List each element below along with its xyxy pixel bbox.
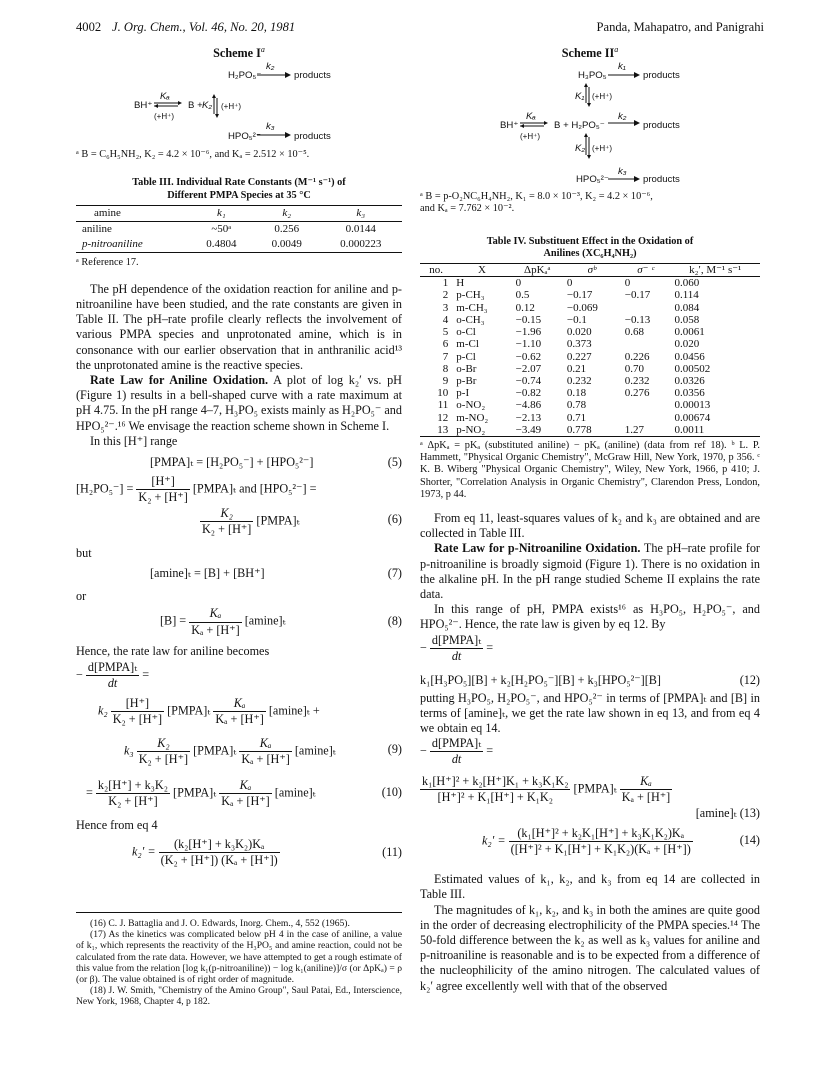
equation-text: k₃ — [124, 743, 134, 758]
table-cell: −0.069 — [566, 301, 598, 314]
fraction-numerator: Kₐ — [239, 736, 291, 752]
table-cell: 0.00013 — [674, 399, 711, 412]
scheme2-k3: k₃ — [618, 166, 627, 178]
table-cell: ~50ᵃ — [211, 223, 232, 236]
scheme1-footnote: ᵃ B = C₆H₅NH₂, K₂ = 4.2 × 10⁻⁶, and Kₐ = 2.512 × 10⁻⁵. — [76, 149, 310, 161]
table-row — [420, 302, 760, 314]
scheme2-products-3: products — [643, 174, 680, 186]
table-row — [420, 277, 760, 290]
text-hence-eq4: Hence from eq 4 — [76, 817, 158, 832]
table3-header-k1: k₁ — [216, 206, 226, 219]
scheme2-K2: K₂ — [575, 143, 586, 155]
fraction-denominator: Kₐ + [H⁺] — [191, 622, 240, 637]
table-cell: 3 — [442, 301, 449, 314]
table-cell: −0.17 — [566, 289, 593, 302]
equation-text: [amine]ₜ — [244, 613, 286, 628]
table-cell — [621, 412, 671, 424]
equation-text: − — [420, 743, 427, 758]
table-cell: −0.1 — [566, 313, 587, 326]
fraction-numerator: [H⁺] — [111, 696, 164, 712]
scheme2-K1: K₁ — [575, 91, 585, 103]
table-cell: 0.0061 — [674, 326, 705, 339]
equation-text: [PMPA]ₜ — [256, 513, 300, 528]
table4-header-row — [420, 264, 760, 277]
table-cell: 0.226 — [624, 350, 650, 363]
table-cell: 0.084 — [674, 301, 700, 314]
fraction-numerator: [H⁺] — [136, 474, 189, 490]
paragraph-rate-law-pnitroaniline — [420, 541, 760, 602]
table-cell: 9 — [442, 374, 449, 387]
equation-7 — [76, 561, 402, 589]
table-cell: 0.227 — [566, 350, 592, 363]
table-cell: aniline — [82, 223, 112, 236]
table-cell: 0.0326 — [674, 374, 705, 387]
page-number: 4002 — [76, 20, 102, 34]
paragraph: putting H₃PO₅, H₂PO₅⁻, and HPO₅²⁻ in terms of [PMPA]ₜ and [B] in terms of [amine]ₜ, we get the rate law shown in eq 13, and from eq 4 we obtain eq 14. — [420, 690, 760, 735]
equation-text: = — [486, 640, 494, 655]
table-row — [420, 375, 760, 387]
table-cell: −3.49 — [515, 423, 542, 436]
table-cell: m-CH₃ — [456, 301, 488, 314]
equation-text: = — [142, 667, 150, 682]
table-cell: 8 — [442, 362, 449, 375]
table-row — [420, 326, 760, 338]
equation-number: (6) — [387, 511, 402, 526]
equation-text: [PMPA]ₜ = [H₂PO₅⁻] + [HPO₅²⁻] — [150, 454, 314, 469]
table-cell: −0.13 — [624, 313, 651, 326]
table-row — [420, 363, 760, 375]
table-cell: p-Cl — [456, 350, 476, 363]
fraction-denominator: K₂ + [H⁺] — [202, 522, 252, 537]
fraction-numerator: Kₐ — [213, 696, 265, 712]
table3-title — [76, 177, 402, 201]
table-cell: −4.86 — [515, 399, 542, 412]
scheme2-k1: k₁ — [618, 61, 626, 73]
table-cell: 0.5 — [515, 289, 530, 302]
fraction-denominator: Kₐ + [H⁺] — [215, 711, 264, 726]
table-cell: 0.68 — [624, 326, 645, 339]
table-cell: m-Cl — [456, 338, 479, 351]
table4-title — [420, 236, 760, 260]
table-cell: −2.13 — [515, 411, 542, 424]
scheme1-hpo5: HPO₅²⁻ — [228, 131, 261, 143]
table-cell: −0.74 — [515, 374, 542, 387]
equation-12 — [420, 633, 760, 691]
equation-text: = — [86, 785, 93, 800]
table-cell: p-Br — [456, 374, 477, 387]
table-cell: −1.96 — [515, 326, 542, 339]
scheme2-b-h2po5: B + H₂PO₅⁻ — [554, 120, 605, 132]
equation-text: k₂′ = — [132, 844, 156, 859]
equation-11 — [76, 837, 402, 879]
table-row — [420, 399, 760, 411]
table-cell: 0.256 — [274, 223, 300, 236]
table-row — [420, 314, 760, 326]
table-cell: 0.12 — [515, 301, 535, 314]
paragraph: From eq 11, least-squares values of k₂ and k₃ are obtained and are collected in Table III. — [420, 510, 760, 541]
equation-number: (8) — [387, 614, 402, 629]
equation-text: [amine]ₜ + — [268, 703, 320, 718]
equation-text: − — [420, 640, 427, 655]
equation-text: [amine]ₜ — [695, 806, 737, 821]
table3-title-line2: Different PMPA Species at 35 °C — [167, 189, 311, 201]
table-cell: 0.232 — [624, 374, 650, 387]
equation-number: (7) — [387, 566, 402, 581]
footnote-17: (17) As the kinetics was complicated below pH 4 in the case of aniline, a value of k₁, which represents the reactivity of the H₃PO₅ and amine reaction, could not be calculated from the rate data. However, we have attempted to get a rough estimate of this value from the relation [log k₁(p-nitroaniline)) − log k₁(aniline)]/σ (or ΔpKₐ) = ρ (or β). The value obtained is of right order of magnitude. — [76, 929, 402, 986]
scheme2-footnote-line2: and Kₐ = 7.762 × 10⁻². — [420, 203, 515, 215]
table-cell: 7 — [442, 350, 449, 363]
text-but: but — [76, 545, 92, 560]
paragraph: In this [H⁺] range — [90, 433, 178, 448]
footnote-16: (16) C. J. Battaglia and J. O. Edwards, Inorg. Chem., 4, 552 (1965). — [90, 918, 350, 929]
table-cell — [621, 302, 671, 314]
table-cell: 0.060 — [674, 277, 700, 290]
scheme2-hplus-3: (+H⁺) — [592, 144, 612, 154]
table-row — [420, 387, 760, 399]
scheme2-diagram — [420, 61, 760, 191]
table-cell: p-I — [456, 387, 470, 400]
equation-text: [PMPA]ₜ — [173, 785, 217, 800]
fraction-numerator: Kₐ — [620, 774, 672, 790]
fraction-denominator: K₂ + [H⁺] — [138, 490, 188, 505]
footnote-18: (18) J. W. Smith, "Chemistry of the Amino Group", Saul Patai, Ed., Interscience, New York, 1968, Chapter 4, p 182. — [76, 985, 402, 1008]
paragraph-body: A plot of log k₂′ vs. pH (Figure 1) results in a bell-shaped curve with a rate maximum at pH 4.75. In the pH range 4–7, H₃PO₅ exists mainly as H₂PO₅⁻ and HPO₅²⁻.¹⁶ We envisage the reaction scheme shown in Scheme I. — [76, 372, 402, 433]
fraction-denominator: Kₐ + [H⁺] — [621, 790, 671, 805]
equation-text: [H₂PO₅⁻] = — [76, 481, 134, 496]
journal-citation: J. Org. Chem., Vol. 46, No. 20, 1981 — [112, 20, 296, 34]
table-cell: p-NO₂ — [456, 423, 486, 436]
table-cell: 0.0144 — [345, 223, 376, 236]
equation-text: [B] = — [160, 613, 187, 628]
fraction-denominator: (K₂ + [H⁺]) (Kₐ + [H⁺]) — [160, 852, 278, 867]
table-cell: 0.276 — [624, 387, 650, 400]
table-cell: 0.4804 — [206, 238, 237, 251]
table-cell: 6 — [442, 338, 449, 351]
fraction-numerator: (k₂[H⁺] + k₃K₂)Kₐ — [159, 837, 280, 853]
fraction-numerator: d[PMPA]ₜ — [86, 660, 139, 676]
table-cell: 0.18 — [566, 387, 587, 400]
fraction-denominator: Kₐ + [H⁺] — [221, 793, 270, 808]
fraction-denominator: Kₐ + [H⁺] — [241, 751, 290, 766]
table4-header-no: no. — [429, 264, 444, 277]
paragraph-rate-law-aniline — [76, 373, 402, 434]
authors: Panda, Mahapatro, and Panigrahi — [596, 20, 764, 34]
table-cell: 0.778 — [566, 423, 592, 436]
table-cell: 0.00674 — [674, 411, 711, 424]
table-cell: −0.17 — [624, 289, 651, 302]
equation-text: k₁[H₃PO₅][B] + k₂[H₂PO₅⁻][B] + k₃[HPO₅²⁻][B] — [420, 672, 661, 687]
table-row — [420, 412, 760, 424]
table-cell: 4 — [442, 313, 449, 326]
table-cell: 2 — [442, 289, 449, 302]
paragraph: The pH dependence of the oxidation reaction for aniline and p-nitroaniline have been studied, and the rate constants are given in Table II. The pH–rate profile clearly reflects the involvement of various PMPA species and unprotonated amine, which is in consonance with our earlier observation that in anthranilic acid¹³ the unprotonated amine is the reactive species. — [76, 281, 402, 372]
equation-14 — [420, 826, 760, 868]
scheme1-products-1: products — [294, 70, 331, 82]
table-cell: 0.373 — [566, 338, 592, 351]
fraction-numerator: k₁[H⁺]² + k₂[H⁺]K₁ + k₃K₁K₂ — [420, 774, 570, 790]
fraction-numerator: d[PMPA]ₜ — [430, 736, 483, 752]
scheme1-k2: k₂ — [266, 61, 275, 73]
table-cell: 1 — [442, 277, 449, 290]
fraction-numerator: Kₐ — [219, 778, 271, 794]
paragraph: The magnitudes of k₁, k₂, and k₃ in both the amines are quite good in the order of decreasing electrophilicity of the PMPA species.¹⁴ The 50-fold difference between the k₂ as well as k₃ values for aniline and p-nitroaniline is reasonable and is to be expected from a difference of the nucleophilicity of the amino nitrogen. The calculated values of k₂′ agree excellently well with that of the observed — [420, 902, 760, 993]
fraction-denominator: K₂ + [H⁺] — [138, 751, 189, 766]
equation-text: [amine]ₜ — [294, 743, 336, 758]
fraction-numerator: K₂ — [137, 736, 190, 752]
scheme1-b: B + — [188, 100, 203, 112]
table-cell: 0.058 — [674, 313, 700, 326]
fraction-denominator: ([H⁺]² + K₁[H⁺] + K₁K₂)(Kₐ + [H⁺]) — [510, 842, 691, 857]
table-cell: 0.00502 — [674, 362, 711, 375]
table-cell: 0.020 — [674, 338, 700, 351]
table4-header-sigma-minus: σ⁻ ᶜ — [637, 264, 655, 277]
table-row — [76, 237, 402, 253]
table-cell: 10 — [437, 387, 449, 400]
table-cell: −0.62 — [515, 350, 542, 363]
table3-footnote: ᵃ Reference 17. — [76, 257, 139, 269]
table-cell: 0.70 — [624, 362, 645, 375]
table4 — [420, 263, 760, 437]
scheme1-hplus-2: (+H⁺) — [221, 102, 241, 112]
equation-13-tail — [696, 806, 760, 821]
table-cell: 0.0456 — [674, 350, 705, 363]
table-cell: −2.07 — [515, 362, 542, 375]
equation-number: (10) — [381, 784, 402, 799]
table-cell: 0 — [566, 277, 573, 290]
right-column — [420, 42, 760, 994]
equation-text: k₂ — [98, 703, 108, 718]
table-cell: p-nitroaniline — [82, 238, 143, 251]
scheme1-hplus-1: (+H⁺) — [154, 112, 174, 122]
equation-13 — [420, 736, 760, 822]
equation-number: (14) — [739, 833, 760, 848]
table-cell: 0.78 — [566, 399, 587, 412]
table4-header-sigma: σᵇ — [587, 264, 597, 277]
text-or: or — [76, 589, 87, 604]
text-hence: Hence, the rate law for aniline becomes — [76, 644, 270, 659]
table3 — [76, 205, 402, 254]
footnotes — [76, 918, 402, 1008]
scheme1-h2po5: H₂PO₅⁻ — [228, 70, 262, 82]
fraction-denominator: dt — [451, 752, 462, 767]
table-row — [420, 338, 760, 350]
table-cell: 0.020 — [566, 326, 592, 339]
scheme2-footnote-line1: ᵃ B = p-O₂NC₆H₄NH₂, K₁ = 8.0 × 10⁻³, K₂ = 4.2 × 10⁻⁶, — [420, 191, 653, 203]
equation-8 — [76, 604, 402, 644]
table4-body — [420, 277, 760, 437]
fraction-numerator: d[PMPA]ₜ — [430, 633, 483, 649]
scheme1-k3: k₃ — [266, 121, 275, 133]
table-cell: o-Cl — [456, 326, 476, 339]
table-cell: p-CH₃ — [456, 289, 485, 302]
table-cell: H — [456, 277, 465, 290]
equation-text: [amine]ₜ = [B] + [BH⁺] — [150, 566, 265, 581]
table-cell: 0.71 — [566, 411, 587, 424]
table-cell: 0.0356 — [674, 387, 705, 400]
fraction-denominator: K₂ + [H⁺] — [112, 711, 163, 726]
fraction-denominator: [H⁺]² + K₁[H⁺] + K₁K₂ — [437, 790, 553, 805]
fraction-denominator: dt — [451, 648, 462, 663]
scheme2-k2: k₂ — [618, 111, 627, 123]
table4-header-k2prime: k₂′, M⁻¹ s⁻¹ — [689, 264, 742, 277]
table-cell: 0.232 — [566, 374, 592, 387]
scheme2-h3po5: H₃PO₅ — [578, 70, 607, 82]
fraction-numerator: k₂[H⁺] + k₃K₂ — [96, 778, 170, 794]
fraction-numerator: K₂ — [200, 506, 253, 522]
footnote-rule — [76, 912, 402, 913]
scheme2-title: Scheme $II^a$ — [561, 45, 619, 61]
equation-6 — [76, 474, 402, 540]
table-cell: o-CH₃ — [456, 313, 485, 326]
table-cell: 0.0011 — [674, 423, 705, 436]
equation-text: k₂′ = — [482, 833, 506, 848]
fraction-numerator: (k₁[H⁺]² + k₂K₁[H⁺] + k₃K₁K₂)Kₐ — [509, 826, 693, 842]
scheme1-bh: BH⁺ — [134, 100, 153, 112]
paragraph: In this range of pH, PMPA exists¹⁶ as H₃PO₅, H₂PO₅⁻, and HPO₅²⁻. Hence, the rate law is given by eq 12. By — [420, 602, 760, 632]
table-cell: 5 — [442, 326, 449, 339]
table-cell: −1.10 — [515, 338, 542, 351]
table-cell — [621, 338, 671, 350]
table-cell: 0.000223 — [340, 238, 382, 251]
table-cell: 0 — [624, 277, 631, 290]
left-column — [76, 42, 402, 879]
scheme1-title: Scheme $I^a$ — [213, 45, 265, 61]
fraction-denominator: dt — [107, 675, 118, 690]
equation-text: [amine]ₜ — [274, 785, 316, 800]
equation-text: − — [76, 667, 83, 682]
table-cell: 0.21 — [566, 362, 587, 375]
paragraph-body: The pH–rate profile for p-nitroaniline is broadly sigmoid (Figure 1). There is no oxidation in the alkaline pH. In the pH range studied Scheme II explains the rate data. — [420, 541, 760, 601]
scheme1-K2: K₂ — [202, 100, 213, 112]
table3-header-k3: k₃ — [356, 206, 366, 219]
table-cell: 1.27 — [624, 423, 645, 436]
equation-5 — [76, 452, 402, 474]
table-row — [420, 351, 760, 363]
table-cell: 12 — [437, 411, 449, 424]
table-row — [420, 289, 760, 301]
scheme2-hplus-1: (+H⁺) — [592, 92, 612, 102]
section-heading: Rate Law for p-Nitroaniline Oxidation. — [434, 541, 641, 556]
scheme2-products-1: products — [643, 70, 680, 82]
scheme1-diagram — [76, 61, 402, 151]
table-cell: m-NO₂ — [456, 411, 489, 424]
section-heading: Rate Law for Aniline Oxidation. — [90, 372, 269, 387]
scheme2-hplus-2: (+H⁺) — [520, 132, 540, 142]
equation-10 — [76, 778, 402, 818]
table-cell: 0.0049 — [271, 238, 302, 251]
paragraph: Estimated values of k₁, k₂, and k₃ from eq 14 are collected in Table III. — [420, 872, 760, 902]
equation-number: (5) — [387, 454, 402, 469]
scheme2-bh: BH⁺ — [500, 120, 519, 132]
equation-text: [PMPA]ₜ — [573, 781, 617, 796]
table-row — [420, 424, 760, 437]
table-cell: −0.15 — [515, 313, 542, 326]
equation-number: (9) — [387, 741, 402, 756]
table3-title-line1: Table III. Individual Rate Constants (M⁻¹ s⁻¹) of — [132, 177, 346, 189]
table-cell: 0.114 — [674, 289, 699, 302]
equation-text: [PMPA]ₜ and [HPO₅²⁻] = — [192, 481, 317, 496]
table-cell: 11 — [437, 399, 449, 412]
equation-text: [PMPA]ₜ — [193, 743, 237, 758]
table-cell: 0 — [515, 277, 522, 290]
equation-number: (11) — [382, 844, 402, 859]
scheme2-products-2: products — [643, 120, 680, 132]
equation-text: = — [486, 743, 494, 758]
table3-header-amine: amine — [94, 206, 121, 219]
table4-footnote: ᵃ ΔpKₐ = pKₐ (substituted aniline) − pKₐ (aniline) (data from ref 18). ᵇ L. P. Hammett, "Physical Organic Chemistry", McGraw Hill, New York, 1970, p 356. ᶜ K. B. Wiberg "Physical Organic Chemistry", Wiley, New York, 1966, p 410; J. Shorter, "Correlation Analysis in Organic Chemistry", Clarendon Press, London, 1973, p 44. — [420, 439, 760, 500]
table-cell: 13 — [437, 423, 449, 436]
scheme2-ka: Kₐ — [526, 111, 536, 123]
scheme1-ka: Kₐ — [160, 91, 170, 103]
scheme1-products-2: products — [294, 131, 331, 143]
fraction-denominator: K₂ + [H⁺] — [108, 793, 158, 808]
fraction-numerator: Kₐ — [189, 606, 241, 622]
equation-number: (12) — [739, 672, 760, 687]
scheme2-footnote — [420, 191, 760, 215]
scheme2-hpo5: HPO₅²⁻ — [576, 174, 609, 186]
equation-number: (13) — [739, 806, 760, 821]
equation-9 — [76, 660, 402, 778]
table4-title-line1: Table IV. Substituent Effect in the Oxidation of — [486, 235, 694, 247]
equation-text: [PMPA]ₜ — [167, 703, 211, 718]
table-row — [76, 222, 402, 238]
table4-header-dpka: ΔpKₐᵃ — [524, 264, 551, 277]
table3-header-k2: k₂ — [282, 206, 292, 219]
table-cell — [621, 399, 671, 411]
table-cell: −0.82 — [515, 387, 542, 400]
table4-title-line2: Anilines (XC₆H₄NH₂) — [543, 247, 637, 259]
table-cell: o-Br — [456, 362, 477, 375]
table4-header-x: X — [477, 264, 486, 277]
table-cell: o-NO₂ — [456, 399, 486, 412]
